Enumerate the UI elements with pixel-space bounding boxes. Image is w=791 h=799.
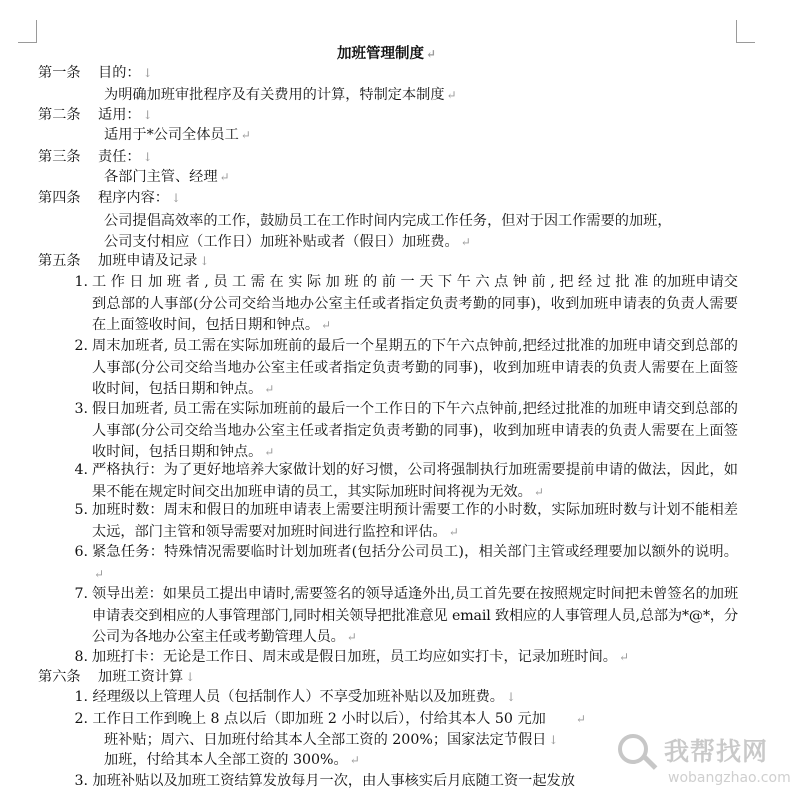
watermark <box>612 728 791 799</box>
item-number: 5. <box>74 502 88 518</box>
article-3-heading <box>38 146 153 168</box>
item-text <box>92 500 738 543</box>
paragraph-mark-icon: ↵ <box>425 47 437 61</box>
paragraph-mark-icon: ↵ <box>94 566 105 581</box>
article-heading-text: 程序内容： <box>98 190 169 206</box>
article-heading-text: 责任： <box>98 149 141 165</box>
paragraph-mark-icon: ↵ <box>264 445 275 459</box>
paragraph-mark-icon: ↵ <box>618 650 630 664</box>
item-text <box>92 584 738 649</box>
article-body-text: 为明确加班审批程序及有关费用的计算，特制定本制度 <box>104 87 445 103</box>
line-break-icon: ↓ <box>185 670 196 684</box>
line-break-icon: ↓ <box>170 191 182 205</box>
article-6-item-3 <box>70 770 575 792</box>
article-number: 第一条 <box>38 65 81 81</box>
paragraph-mark-icon: ↵ <box>448 524 459 539</box>
item-text <box>92 399 738 464</box>
article-2-body <box>104 124 251 146</box>
line-break-icon: ↓ <box>505 690 517 704</box>
item-number: 3. <box>74 401 88 417</box>
item-text: 班补贴；周六、日加班付给其本人全部工资的 200%；国家法定节假日 <box>104 732 547 748</box>
item-text-content: 加班打卡：无论是工作日、周末或是假日加班，员工均应如实打卡，记录加班时间。 <box>92 649 617 665</box>
item-text: 经理级以上管理人员（包括制作人）不享受加班补贴以及加班费。 <box>92 689 504 705</box>
article-body-text: 适用于*公司全体员工 <box>104 127 239 143</box>
article-2-heading <box>38 104 153 126</box>
item-number: 6. <box>74 544 88 560</box>
item-number: 4. <box>74 462 88 478</box>
item-text-content: 工 作 日 加 班 者 , 员 工 需 在 实 际 加 班 的 前 一 天 下 午 六 点 钟 前 , 把 经 过 批 准 的加班申请交到总部的人事部(分公司交给当地办公室主任或者指定负责考勤的同事)，收到加班申请表的负责人需要在上面签收时间，包括日期和钟点。 <box>92 274 738 333</box>
paragraph-mark-icon: ↵ <box>264 382 275 396</box>
paragraph-mark-icon: ↵ <box>346 630 357 644</box>
item-text-content: 周末加班者, 员工需在实际加班前的最后一个星期五的下午六点钟前,把经过批准的加班申请交到总部的人事部(分公司交给当地办公室主任或者指定负责考勤的同事)，收到加班申请表的负责人需要在上面签收时间，包括日期和钟点。 <box>92 338 738 397</box>
article-heading-text: 目的： <box>98 65 141 81</box>
article-3-body <box>104 166 230 188</box>
article-heading-text: 加班工资计算 <box>98 669 184 685</box>
article-4-heading <box>38 187 181 209</box>
item-text-content: 假日加班者, 员工需在实际加班前的最后一个工作日的下午六点钟前,把经过批准的加班申请交到总部的人事部(分公司交给当地办公室主任或者指定负责考勤的同事)，收到加班申请表的负责人需要在上面签收时间，包括日期和钟点。 <box>92 401 738 460</box>
item-text: 加班，付给其本人全部工资的 300%。 <box>104 752 348 768</box>
item-text: 加班补贴以及加班工资结算发放每月一次，由人事核实后月底随工资一起发放 <box>92 773 575 789</box>
paragraph-mark-icon: ↵ <box>446 88 457 102</box>
article-heading-text: 加班申请及记录 <box>98 253 198 269</box>
paragraph-mark-icon: ↵ <box>219 170 230 184</box>
article-body-text: 各部门主管、经理 <box>104 169 218 185</box>
item-number: 7. <box>74 586 88 602</box>
article-6-item-2 <box>70 708 586 730</box>
item-number: 2. <box>74 711 88 727</box>
article-6-item-2-line-2 <box>104 729 558 751</box>
paragraph-mark-icon: ↵ <box>321 318 332 332</box>
article-4-body-line-1 <box>104 210 672 232</box>
item-text <box>92 460 738 503</box>
item-text <box>92 542 738 585</box>
paragraph-mark-icon: ↵ <box>240 128 251 142</box>
watermark-text: 我帮找网 <box>664 737 769 766</box>
line-break-icon: ↓ <box>142 108 153 122</box>
article-number: 第三条 <box>38 149 81 165</box>
article-5-heading <box>38 250 209 272</box>
article-6-item-1 <box>70 686 516 708</box>
item-number: 1. <box>74 689 88 705</box>
line-break-icon: ↓ <box>199 254 210 268</box>
paragraph-mark-icon: ↵ <box>460 235 471 249</box>
article-6-heading <box>38 666 195 688</box>
title-text: 加班管理制度 <box>336 45 424 62</box>
item-text-content: 加班时数：周末和假日的加班申请表上需要注明预计需要工作的小时数，实际加班时数与计划不能相差太远，部门主管和领导需要对加班时间进行监控和评估。 <box>92 502 738 540</box>
article-1-body <box>104 84 457 106</box>
watermark-url: wobangzhao.com <box>668 770 791 786</box>
item-text-content: 紧急任务：特殊情况需要临时计划加班者(包括分公司员工)，相关部门主管或经理要加以额外的说明。 <box>92 544 738 560</box>
line-break-icon: ↓ <box>142 150 153 164</box>
item-number: 1. <box>74 274 88 290</box>
article-heading-text: 适用： <box>98 107 141 123</box>
article-body-text: 公司支付相应（工作日）加班补贴或者（假日）加班费。 <box>104 234 459 250</box>
item-number: 2. <box>74 338 88 354</box>
item-text-content: 严格执行：为了更好地培养大家做计划的好习惯，公司将强制执行加班需要提前申请的做法，因此，如果不能在规定时间交出加班申请的员工，其实际加班时间将视为无效。 <box>92 462 738 500</box>
item-text <box>92 336 738 401</box>
item-text <box>92 272 738 337</box>
paragraph-mark-icon: ↵ <box>575 712 586 726</box>
paragraph-mark-icon: ↵ <box>349 753 360 767</box>
line-break-icon: ↓ <box>548 733 559 747</box>
paragraph-mark-icon: ↵ <box>533 484 544 499</box>
article-number: 第六条 <box>38 669 81 685</box>
article-body-text: 公司提倡高效率的工作，鼓励员工在工作时间内完成工作任务，但对于因工作需要的加班， <box>104 213 672 229</box>
magnifier-handle <box>643 755 658 770</box>
item-text-content: 领导出差：如果员工提出申请时,需要签名的领导适逢外出,员工首先要在按照规定时间把未曾签名的加班申请表交到相应的人事管理部门,同时相关领导把批准意见 email 致相应的人事管理人员,总部为*@*，分公司为各地办公室主任或考勤管理人员。 <box>92 586 738 645</box>
line-break-icon: ↓ <box>142 66 153 80</box>
article-1-heading <box>38 62 153 84</box>
article-number: 第二条 <box>38 107 81 123</box>
item-text: 工作日工作到晚上 8 点以后（即加班 2 小时以后），付给其本人 50 元加 <box>92 711 546 727</box>
article-number: 第五条 <box>38 253 81 269</box>
item-number: 8. <box>74 649 88 665</box>
article-6-item-2-line-3 <box>104 749 360 771</box>
article-number: 第四条 <box>38 190 81 206</box>
item-number: 3. <box>74 773 88 789</box>
